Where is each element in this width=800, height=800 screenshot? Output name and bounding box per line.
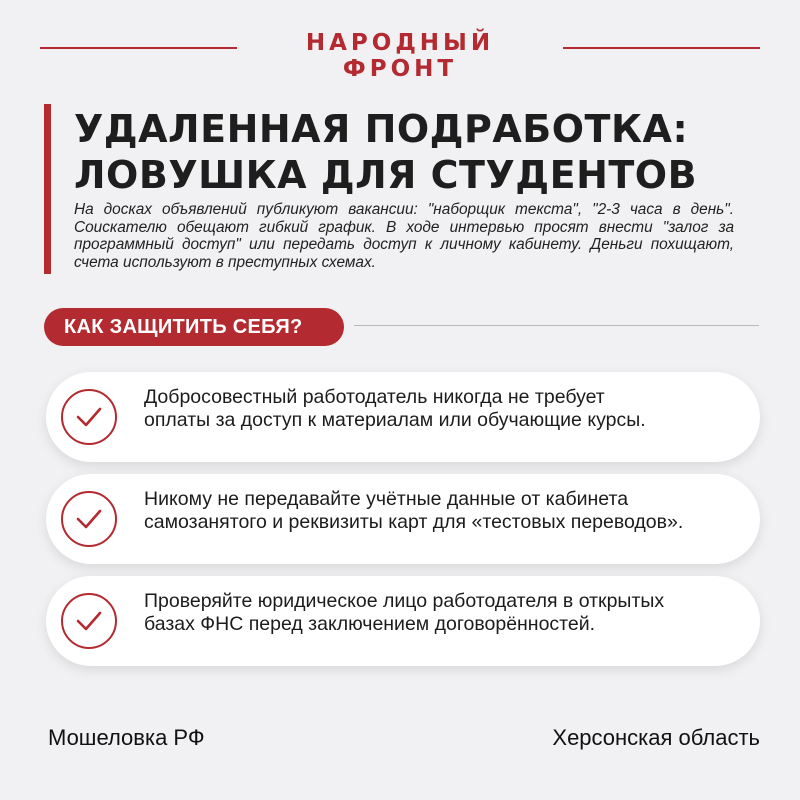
checkmark-icon <box>61 389 117 445</box>
tip-card <box>46 372 760 462</box>
tip-text <box>144 488 754 534</box>
tip-text-line: Добросовестный работодатель никогда не требует <box>144 386 605 408</box>
tip-card <box>46 474 760 564</box>
brand-title: НАРОДНЫЙ ФРОНТ <box>305 30 495 82</box>
header-divider-left <box>40 47 237 49</box>
tip-card <box>46 576 760 666</box>
tip-text <box>144 590 754 636</box>
section-badge: КАК ЗАЩИТИТЬ СЕБЯ? <box>44 308 344 346</box>
footer-source: Мошеловка РФ <box>48 725 205 750</box>
tip-text-line: базах ФНС перед заключением договорённостей. <box>144 613 596 635</box>
tip-text <box>144 386 754 432</box>
checkmark-icon <box>61 491 117 547</box>
page-title <box>74 106 774 198</box>
title-accent-bar <box>44 104 51 274</box>
section-divider <box>354 325 759 326</box>
tip-text-line: оплаты за доступ к материалам или обучающие курсы. <box>144 409 646 431</box>
footer-region: Херсонская область <box>552 725 760 750</box>
intro-paragraph: На досках объявлений публикуют вакансии: "наборщик текста", "2-3 часа в день". Соискателю обещают гибкий график. В ходе интервью просят внести "залог за программный доступ" или передать доступ к личному кабинету. Деньги похищают, счета используют в преступных схемах. <box>74 201 734 271</box>
checkmark-icon <box>61 593 117 649</box>
page-title-line-1: УДАЛЕННАЯ ПОДРАБОТКА: <box>74 107 689 151</box>
page-title-line-2: ЛОВУШКА ДЛЯ СТУДЕНТОВ <box>74 153 698 197</box>
tip-text-line: Проверяйте юридическое лицо работодателя в открытых <box>144 590 665 612</box>
tip-text-line: самозанятого и реквизиты карт для «тестовых переводов». <box>144 511 684 533</box>
header-divider-right <box>563 47 760 49</box>
tip-text-line: Никому не передавайте учётные данные от кабинета <box>144 488 629 510</box>
